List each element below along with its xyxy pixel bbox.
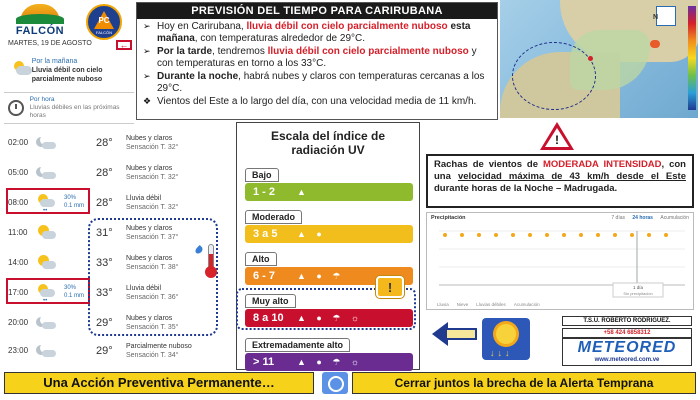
hour-description: Nubes y claros Sensación T. 38° [126,255,179,271]
meteored-brand: METEORED [577,339,677,356]
uv-scale-panel [236,122,420,370]
forecast-title: PREVISIÓN DEL TIEMPO PARA CARIRUBANA [137,3,497,19]
uv-level-bar [245,183,413,201]
hour-description: Parcialmente nuboso Sensación T. 34° [126,343,192,359]
hour-temperature: 28° [96,137,113,149]
highlight-box [6,278,90,304]
hour-temperature: 33° [96,257,113,269]
hourly-subtitle: Lluvias débiles en las próximas horas [29,104,120,119]
moon-cloud-icon [36,342,56,360]
precip-tooltip-sub: Sin precipitación [623,291,653,296]
hour-temperature: 33° [96,287,113,299]
hour-weather-dot [511,233,515,237]
hour-time: 14:00 [8,258,29,267]
sun-cloud-icon [36,224,56,242]
hour-temperature: 29° [96,317,113,329]
map-badge-icon [656,6,676,26]
protection-icons: ▲ ● ☂ ☼ [297,356,364,367]
forecast-morning: ➢ Hoy en Carirubana, lluvia débil con cielo parcialmente nuboso esta mañana, con temperaturas alrededor de 29°C. [143,21,491,44]
radar-color-scale [688,6,696,110]
hour-weather-dot [613,233,617,237]
storm-cell [650,40,660,48]
precip-footer: Lluvia Nieve Lluvias débiles Acumulación [437,302,540,307]
banner-left: Una Acción Preventiva Permanente… [4,372,314,394]
author-name: T.S.U. ROBERTO RODRIGUEZ. [562,316,692,326]
highlight-box [6,188,90,214]
hour-temperature: 29° [96,345,113,357]
precip-tab-7d[interactable]: 7 días [611,215,625,221]
uv-level-label: Extremadamente alto [245,338,350,352]
afternoon-highlight-box [88,218,218,336]
precip-tab-accum[interactable]: Acumulación [660,215,689,221]
protection-icons: ▲ ● [297,229,326,239]
hour-description: Lluvia débil Sensación T. 32° [126,195,179,211]
sun-rain-cloud-icon [12,61,28,79]
hour-time: 08:00 [8,198,29,207]
hour-description: Nubes y claros Sensación T. 32° [126,135,179,151]
radar-map [500,0,698,118]
hour-temperature: 31° [96,227,113,239]
precip-plot [427,223,693,299]
pc-logo-sub: FALCÓN [95,30,112,35]
wind-warning-icon: ! [540,122,574,152]
hour-time: 02:00 [8,138,29,147]
forecast-night: ➢ Durante la noche, habrá nubes y claros con temperaturas cercanas a los 29°C. [143,71,491,94]
header-logos [6,4,134,38]
forecast-panel [136,2,498,120]
hour-time: 05:00 [8,168,29,177]
hour-weather-dot [545,233,549,237]
author-phone: +58 424 6858312 [562,328,692,338]
uv-level-label: Alto [245,252,277,266]
author-credit [562,316,692,340]
protection-icons: ▲ ● ☂ [297,270,345,281]
uv-level [245,207,413,243]
sun-cloud-icon [36,254,56,272]
meteored-logo[interactable] [562,338,692,366]
protection-icons: ▲ ● ☂ ☼ [297,312,364,323]
gust-warning-text: Rachas de vientos de MODERADA INTENSIDAD, con una velocidad máxima de 43 km/h desde el Este durante horas de la Noche – Madrugada. [426,154,694,208]
sun-rain-cloud-icon: •• [36,284,56,302]
precip-tooltip: 1 día [632,285,644,290]
arrow-left-icon [432,322,476,346]
arrow-left-icon: ← [116,40,132,50]
forecast-wind: ❖ Vientos del Este a lo largo del día, con una velocidad media de 11 km/h. [143,96,491,108]
hourly-row [0,338,230,366]
day-summary [4,40,134,90]
uv-level-range: > 11 [253,356,275,368]
north-icon: N [652,14,658,21]
hour-temperature: 28° [96,167,113,179]
hour-weather-dot [494,233,498,237]
precipitation-chart [426,212,694,310]
uv-level-label: Moderado [245,210,302,224]
hourly-title: Por hora [29,96,55,103]
un-logo-icon [322,372,348,394]
hour-time: 11:00 [8,228,28,237]
day-period: Por la mañana [31,57,78,65]
hour-weather-dot [630,233,634,237]
location-pin-icon [588,56,593,61]
rain-probability: 30% 0.1 mm [64,195,85,209]
hour-time: 20:00 [8,318,29,327]
hour-weather-dot [477,233,481,237]
civil-protection-logo [86,4,122,40]
hour-weather-dot [460,233,464,237]
hourly-row [0,130,230,158]
forecast-afternoon: ➢ Por la tarde, tendremos lluvia débil con cielo parcialmente nuboso y con temperaturas en torno a los 33°C. [143,46,491,69]
hour-time: 23:00 [8,346,29,355]
warning-icon: ! [376,276,404,298]
protection-icons: ▲ [297,187,310,197]
hour-weather-dot [562,233,566,237]
hourly-row [0,160,230,188]
precip-legend [605,215,689,221]
rain-probability: 30% 0.1 mm [64,285,85,299]
hour-weather-dot [596,233,600,237]
falcon-logo [10,4,70,38]
precip-tab-24h[interactable]: 24 horas [632,215,653,221]
day-summary-text: Lluvia débil con cielo parcialmente nuboso [31,66,103,83]
thermometer-icon [200,244,222,278]
sun-rain-cloud-icon: •• [36,194,56,212]
hour-description: Lluvia débil Sensación T. 36° [126,285,179,301]
moon-cloud-icon [36,164,56,182]
hour-weather-dot [647,233,651,237]
precip-title: Precipitación [431,215,466,221]
pc-logo-text: PC [98,16,110,25]
uv-level-range: 1 - 2 [253,186,276,198]
moon-cloud-icon [36,134,56,152]
uv-level-bar [245,225,413,243]
hour-weather-dot [443,233,447,237]
area-circle [512,42,596,110]
falcon-logo-text: FALCÓN [15,25,65,37]
uv-level-range: 6 - 7 [253,270,276,282]
moon-cloud-icon [36,314,56,332]
hour-weather-dot [528,233,532,237]
hour-description: Nubes y claros Sensación T. 37° [126,225,179,241]
day-label: MARTES, 19 DE AGOSTO [8,40,92,47]
uv-title: Escala del índice de radiación UV [270,129,386,157]
hour-weather-dot [664,233,668,237]
uv-level-range: 3 a 5 [253,228,278,240]
uv-level-label: Bajo [245,168,279,182]
uv-level-range: 8 a 10 [253,312,284,324]
uv-sun-icon: ↓↓↓ [482,318,530,360]
uv-level-label: Muy alto [245,294,296,308]
meteored-url[interactable]: www.meteored.com.ve [594,357,660,363]
banner-right: Cerrar juntos la brecha de la Alerta Temprana [352,372,696,394]
hour-description: Nubes y claros Sensación T. 32° [126,165,179,181]
hour-description: Nubes y claros Sensación T. 35° [126,315,179,331]
uv-level-bar [245,353,413,371]
clock-icon [8,100,24,116]
hour-weather-dot [579,233,583,237]
uv-level [245,335,413,371]
hour-time: 17:00 [8,288,29,297]
hour-temperature: 28° [96,197,113,209]
uv-level [245,165,413,201]
hourly-header [4,92,134,124]
